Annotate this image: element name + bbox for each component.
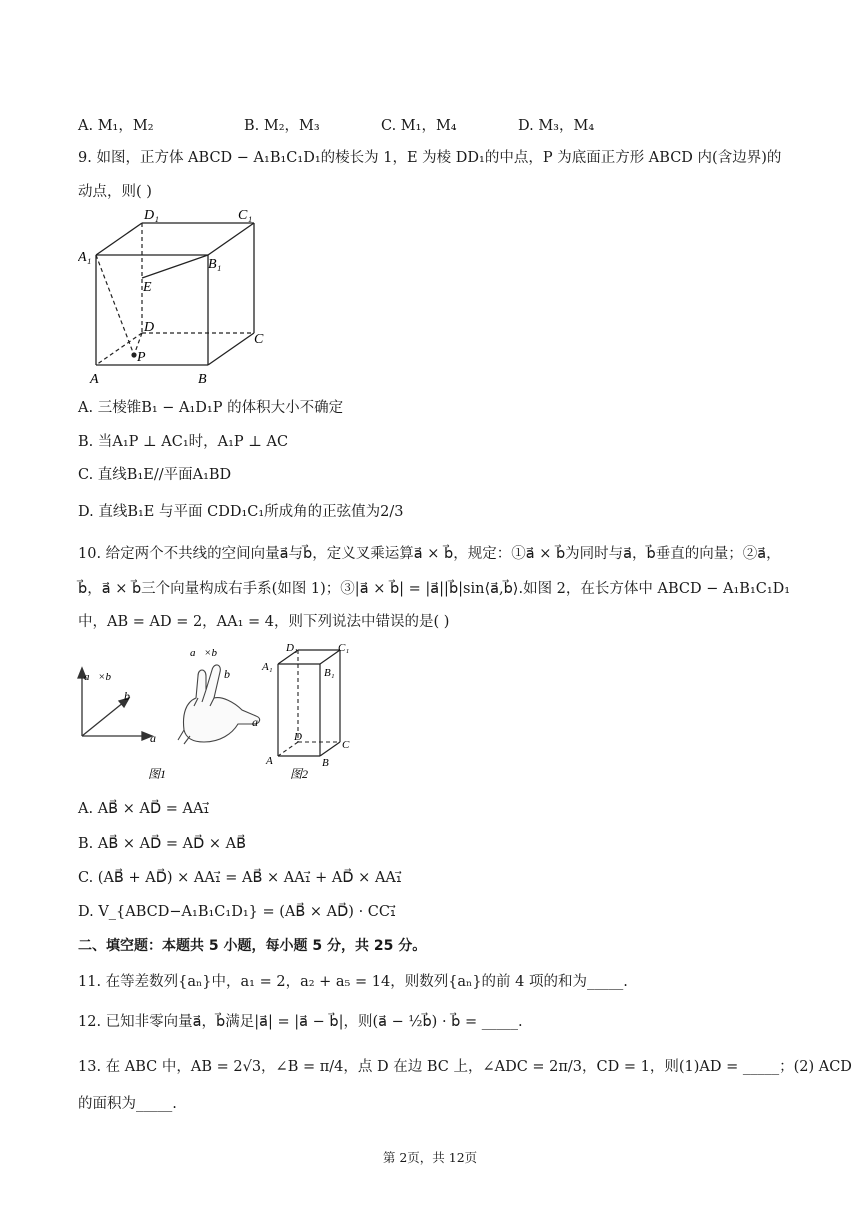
section-2-heading: 二、填空题：本题共 5 小题，每小题 5 分，共 25 分。 <box>78 938 427 954</box>
q9-label-c1: C₁ <box>238 208 253 223</box>
q13-line2: 的面积为_____. <box>78 1096 177 1112</box>
q9-stem-line2: 动点，则( ) <box>78 184 152 200</box>
q9-cube-figure <box>78 205 278 387</box>
q10-label-b: B <box>322 757 329 769</box>
q13-line1: 13. 在 ABC 中，AB = 2√3，∠B = π/4，点 D 在边 BC 上，∠ADC = 2π/3，CD = 1，则(1)AD = _____；(2) ACD <box>78 1059 852 1075</box>
q9-label-d1: D₁ <box>144 208 159 223</box>
q10-stem-line3: 中，AB = AD = 2，AA₁ = 4，则下列说法中错误的是( ) <box>78 614 450 630</box>
fig1-label-a: a⃗ <box>150 731 166 745</box>
q10-label-b1: B₁ <box>324 667 335 679</box>
hand-label-a: a⃗ <box>252 715 268 729</box>
q9-label-c: C <box>254 332 264 347</box>
q8-option-c: C. M₁，M₄ <box>381 118 457 134</box>
q10-stem-line2: b⃗，a⃗ × b⃗三个向量构成右手系(如图 1)；③|a⃗ × b⃗| = |a⃗||b⃗|sin⟨a⃗,b⃗⟩.如图 2，在长方体中 ABCD − A₁B₁C₁D₁ <box>78 581 791 597</box>
q10-label-c1: C₁ <box>338 642 350 654</box>
q8-option-d: D. M₃，M₄ <box>518 118 595 134</box>
q10-figures <box>72 640 372 786</box>
q9-label-e: E <box>143 280 152 295</box>
fig1-caption: 图1 <box>148 767 167 781</box>
q9-stem-line1: 9. 如图，正方体 ABCD − A₁B₁C₁D₁的棱长为 1，E 为棱 DD₁的中点，P 为底面正方形 ABCD 内(含边界)的 <box>78 150 782 166</box>
fig1-label-b: b⃗ <box>124 689 140 703</box>
q10-label-d: D <box>294 731 302 743</box>
page-footer: 第 2页，共 12页 <box>382 1150 478 1165</box>
q8-option-a: A. M₁，M₂ <box>78 118 154 134</box>
q10-label-a1: A₁ <box>262 661 273 673</box>
hand-label-axb: a⃗×b⃗ <box>190 647 226 659</box>
q10-label-c: C <box>342 739 350 751</box>
fig2-caption: 图2 <box>290 767 309 781</box>
q11-text: 11. 在等差数列{aₙ}中，a₁ = 2，a₂ + a₅ = 14，则数列{aₙ}的前 4 项的和为_____. <box>78 974 628 990</box>
q8-option-b: B. M₂，M₃ <box>244 118 320 134</box>
fig1-label-axb: a⃗×b⃗ <box>84 671 120 683</box>
q9-option-b: B. 当A₁P ⊥ AC₁时，A₁P ⊥ AC <box>78 434 289 450</box>
q9-label-d: D <box>144 320 155 335</box>
hand-label-b: b⃗ <box>224 667 240 681</box>
q10-stem-line1: 10. 给定两个不共线的空间向量a⃗与b⃗，定义叉乘运算a⃗ × b⃗，规定：①a⃗ × b⃗为同时与a⃗，b⃗垂直的向量；②a⃗， <box>78 546 781 562</box>
q9-label-b: B <box>198 372 207 387</box>
q10-label-d1: D₁ <box>286 642 298 654</box>
q10-option-c: C. (AB⃗ + AD⃗) × AA₁⃗ = AB⃗ × AA₁⃗ + AD⃗ × AA₁⃗ <box>78 870 402 886</box>
q9-label-a1: A₁ <box>78 250 92 265</box>
q9-label-p: P <box>137 350 146 365</box>
q9-label-b1: B₁ <box>208 257 222 272</box>
q10-option-b: B. AB⃗ × AD⃗ = AD⃗ × AB⃗ <box>78 836 247 852</box>
q8-options <box>78 114 798 134</box>
q10-option-d: D. V_{ABCD−A₁B₁C₁D₁} = (AB⃗ × AD⃗) · CC₁⃗ <box>78 904 396 920</box>
q9-option-c: C. 直线B₁E//平面A₁BD <box>78 467 232 483</box>
q10-label-a: A <box>266 755 273 767</box>
q9-option-a: A. 三棱锥B₁ − A₁D₁P 的体积大小不确定 <box>78 400 344 416</box>
q12-text: 12. 已知非零向量a⃗，b⃗满足|a⃗| = |a⃗ − b⃗|，则(a⃗ − ½b⃗) · b⃗ = _____. <box>78 1014 523 1030</box>
q10-option-a: A. AB⃗ × AD⃗ = AA₁⃗ <box>78 801 210 817</box>
q9-option-d: D. 直线B₁E 与平面 CDD₁C₁所成角的正弦值为2/3 <box>78 504 404 520</box>
q9-label-a: A <box>90 372 99 387</box>
